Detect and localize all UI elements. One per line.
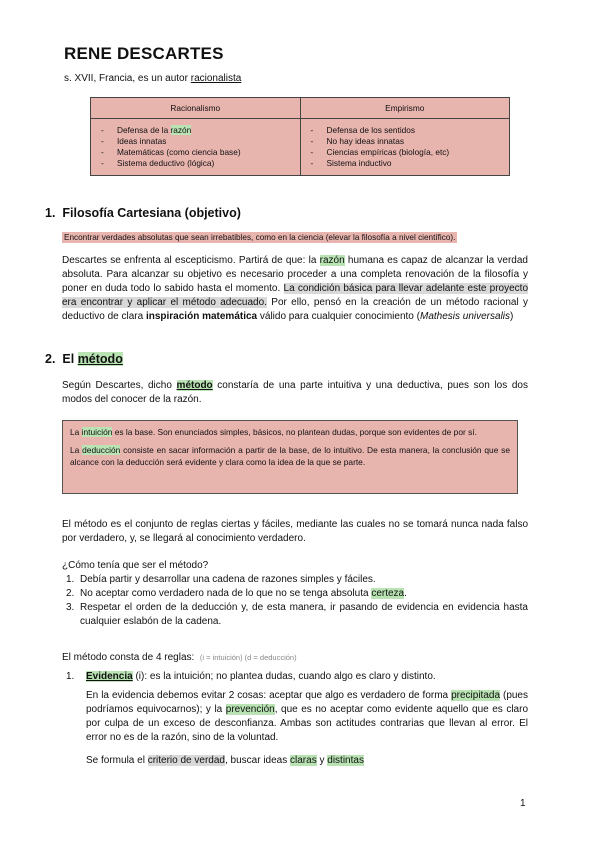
subtitle: s. XVII, Francia, es un autor racionalista <box>64 73 242 84</box>
rule-1: 1. Evidencia (i): es la intuición; no plantea dudas, cuando algo es claro y distinto. <box>66 671 436 682</box>
truth-criterion: Se formula el criterio de verdad, buscar ideas claras y distintas <box>86 755 364 766</box>
list-item: - Ideas innatas <box>97 136 294 147</box>
rules-intro: El método consta de 4 reglas: (i = intuición) (d = deducción) <box>62 652 297 663</box>
list-item: - Defensa de los sentidos <box>307 125 504 136</box>
method-definition: El método es el conjunto de reglas ciertas y fáciles, mediante las cuales no se tomará nunca nada falso por verdadero, y, se llegará al conocimiento verdadero. <box>62 519 528 544</box>
header-racionalismo: Racionalismo <box>91 98 301 119</box>
list-item: 2. No aceptar como verdadero nada de lo que no se tenga absoluta certeza. <box>66 588 407 599</box>
method-steps <box>62 573 528 629</box>
intuition-text: La intuición es la base. Son enunciados simples, básicos, no plantean dudas, porque son evidentes de por sí. <box>70 427 477 437</box>
list-item: - No hay ideas innatas <box>307 136 504 147</box>
page-title: RENE DESCARTES <box>64 44 224 63</box>
comparison-table <box>90 97 510 176</box>
rules-list <box>62 670 528 684</box>
section-2-heading: 2. El método <box>45 352 123 366</box>
evidence-explanation: En la evidencia debemos evitar 2 cosas: aceptar que algo es verdadero de forma precipitada (pues podríamos equivocarnos); y la prevención, que es no aceptar como evidente aquello que es claro por culpa de un exceso de desconfianza. Ambas son actitudes contrarias que llevan al error. El error no es de la razón, sino de la voluntad. <box>86 690 529 743</box>
list-item: - Matemáticas (como ciencia base) <box>97 147 294 158</box>
racionalismo-cell <box>91 119 301 176</box>
method-intro: Según Descartes, dicho método constaría de una parte intuitiva y una deductiva, pues son los dos modos del conocer de la razón. <box>62 380 528 405</box>
racionalista-term: racionalista <box>190 73 242 84</box>
objective-note: Encontrar verdades absolutas que sean irrebatibles, como en la ciencia (elevar la filosofía a nivel científico). <box>64 233 456 242</box>
list-item: 3. Respetar el orden de la deducción y, de esta manera, ir pasando de evidencia en evidencia hasta cualquier eslabón de la cadena. <box>66 602 528 627</box>
intuition-deduction-box <box>62 420 518 494</box>
method-question: ¿Cómo tenía que ser el método? <box>62 560 209 571</box>
section-1-heading: 1. Filosofía Cartesiana (objetivo) <box>45 206 241 220</box>
header-empirismo: Empirismo <box>300 98 510 119</box>
page-number: 1 <box>520 798 526 809</box>
list-item: - Defensa de la razón <box>97 125 294 136</box>
section-1-paragraph: Descartes se enfrenta al escepticismo. Partirá de que: la razón humana es capaz de alcanzar la verdad absoluta. Para alcanzar su objetivo es necesario proceder a una completa renovación de la filosofía y poner en duda todo lo sabido hasta el momento. La condición básica para llevar adelante este proyecto era encontrar y aplicar el método adecuado. Por ello, pensó en la creación de un método racional y deductivo de clara inspiración matemática válido para cualquier conocimiento (Mathesis universalis) <box>62 255 528 322</box>
deduction-text: La deducción consiste en sacar información a partir de la base, de lo intuitivo. De esta manera, la conclusión que se alcance con la deducción será evidente y clara como la idea de la que se parte. <box>70 444 510 467</box>
empirismo-cell <box>300 119 510 176</box>
list-item: - Sistema deductivo (lógica) <box>97 158 294 169</box>
list-item: 1. Debía partir y desarrollar una cadena de razones simples y fáciles. <box>66 574 376 585</box>
list-item: - Ciencias empíricas (biología, etc) <box>307 147 504 158</box>
list-item: - Sistema inductivo <box>307 158 504 169</box>
